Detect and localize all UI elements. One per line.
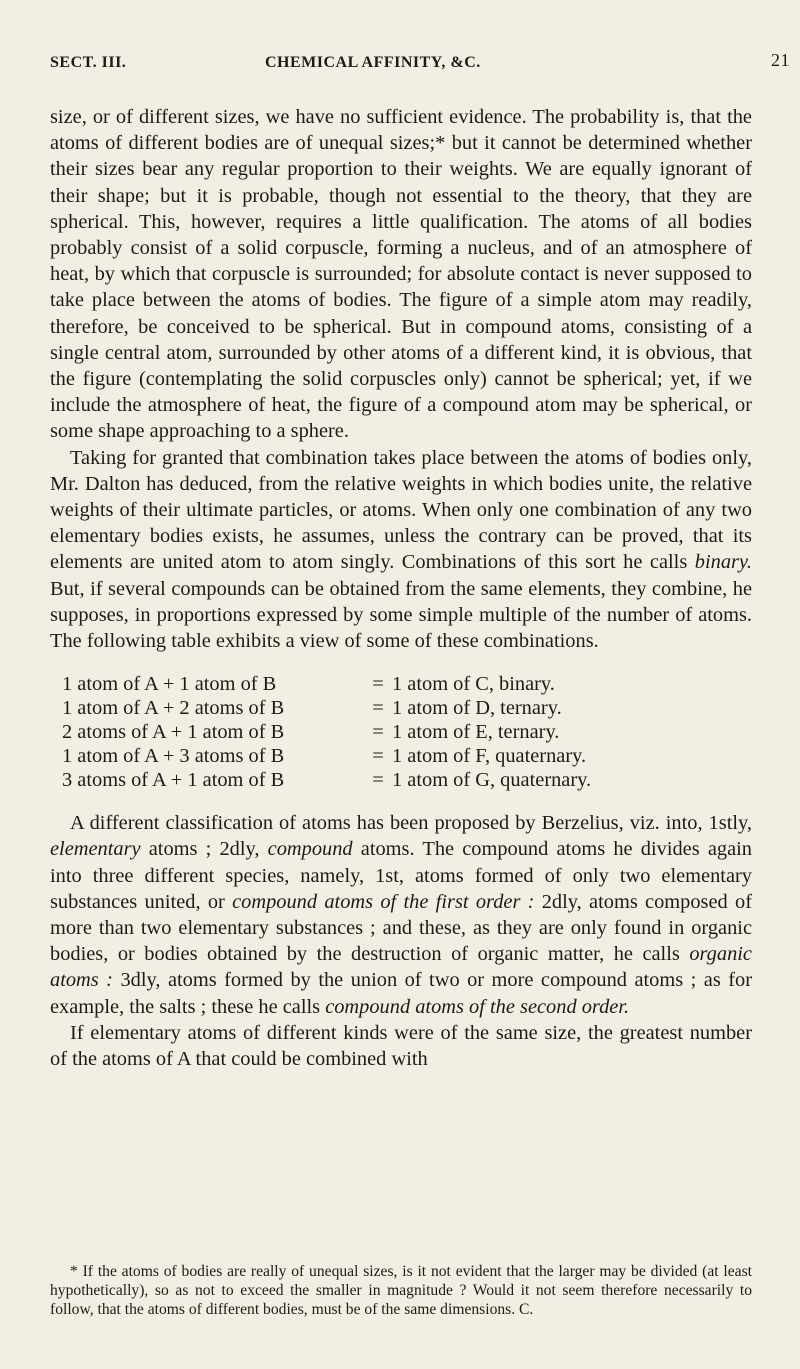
paragraph-berzelius: A different classification of atoms has been proposed by Berzelius, viz. into, 1stly, elementary atoms ; 2dly, compound atoms. The compound atoms he divides again into three different species, namely, 1st, atoms formed of only two elementary substances united, or compound atoms of the first order : 2dly, atoms composed of more than two elementary substances ; and these, as they are only found in organic bodies, or bodies obtained by the destruction of organic matter, he calls organic atoms : 3dly, atoms formed by the union of two or more compound atoms ; as for example, the salts ; these he calls compound atoms of the second order. [50,812,753,1018]
combination-table [62,672,752,792]
combination-row: 1 atom of A + 2 atoms of B = 1 atom of D, ternary. [62,697,562,720]
paragraph-dalton: Taking for granted that combination takes place between the atoms of bodies only, Mr. Dalton has deduced, from the relative weights in which bodies unite, the relative weights of their ultimate particles, or atoms. When only one combination of any two elementary bodies exists, he assumes, unless the contrary can be proved, that its elements are united atom to atom singly. Combinations of this sort he calls binary. But, if several compounds can be obtained from the same elements, they combine, he supposes, in proportions expressed by some simple multiple of the number of atoms. The following table exhibits a view of some of these combinations. [50,446,752,653]
paragraph-size-shape: size, or of different sizes, we have no sufficient evidence. The probability is, that the atoms of different bodies are of unequal sizes;* but it cannot be determined whether their sizes bear any regular proportion to their weights. We are equally ignorant of their shape; but it is probable, though not essential to the theory, that they are spherical. This, however, requires a little qualification. The atoms of all bodies probably consist of a solid corpuscle, forming a nucleus, and of an atmosphere of heat, by which that corpuscle is surrounded; for absolute contact is never supposed to take place between the atoms of bodies. The figure of a simple atom may readily, therefore, be conceived to be spherical. But in compound atoms, consisting of a single central atom, surrounded by other atoms of a different kind, it is obvious, that the figure (contemplating the solid corpuscles only) cannot be spherical; yet, if we include the atmosphere of heat, the figure of a compound atom may be spherical, or some shape approaching to a sphere. [50,106,752,443]
paragraph-same-size: If elementary atoms of different kinds were of the same size, the greatest number of the atoms of A that could be combined with [50,1021,752,1071]
body-text [50,104,752,1072]
page-number: 21 [771,50,790,70]
combination-row: 2 atoms of A + 1 atom of B = 1 atom of E, ternary. [62,721,560,744]
combination-row: 1 atom of A + 1 atom of B = 1 atom of C, binary. [62,673,555,696]
footnote-text: * If the atoms of bodies are really of unequal sizes, is it not evident that the larger may be divided (at least hypothetically), so as not to exceed the smaller in magnitude ? Would it not seem therefore necessarily to follow, that the atoms of different bodies, must be of the same dimensions. C. [50,1263,752,1318]
running-header [50,50,790,76]
combination-row: 3 atoms of A + 1 atom of B = 1 atom of G, quaternary. [62,769,592,792]
footnote [50,1262,752,1319]
combination-row: 1 atom of A + 3 atoms of B = 1 atom of F, quaternary. [62,745,587,768]
term-binary: binary. [694,551,752,574]
section-label: SECT. III. [50,54,127,71]
running-title: CHEMICAL AFFINITY, &C. [265,54,481,71]
